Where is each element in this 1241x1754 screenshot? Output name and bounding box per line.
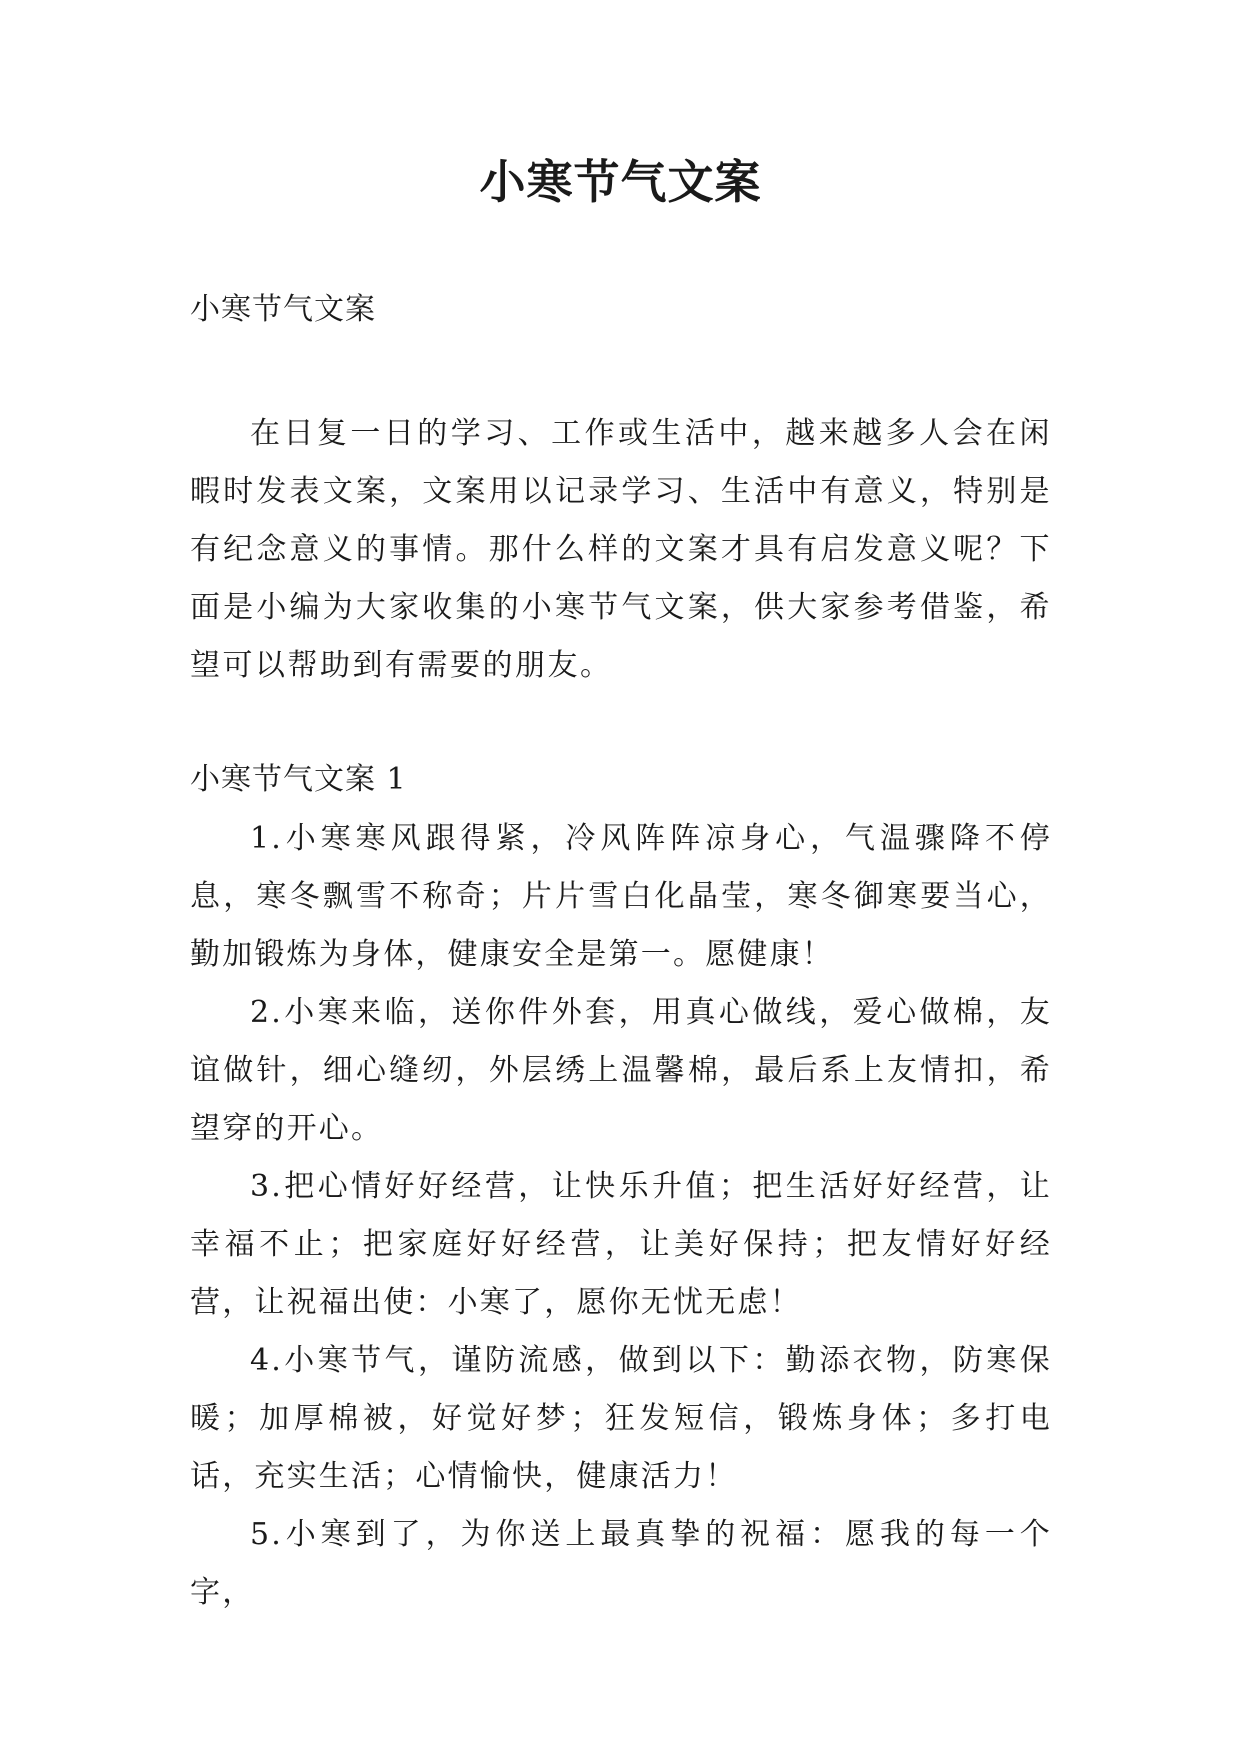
document-subtitle: 小寒节气文案 [190,292,376,327]
copy-item-1: 1.小寒寒风跟得紧，冷风阵阵凉身心，气温骤降不停息，寒冬飘雪不称奇；片片雪白化晶莹，寒冬御寒要当心，勤加锻炼为身体，健康安全是第一。愿健康！ [190,821,1052,972]
copy-list [190,810,1052,1622]
copy-item-2: 2.小寒来临，送你件外套，用真心做线，爱心做棉，友谊做针，细心缝纫，外层绣上温馨棉，最后系上友情扣，希望穿的开心。 [190,995,1052,1146]
copy-item-4: 4.小寒节气，谨防流感，做到以下：勤添衣物，防寒保暖；加厚棉被，好觉好梦；狂发短信，锻炼身体；多打电话，充实生活；心情愉快，健康活力！ [190,1343,1052,1494]
document-title: 小寒节气文案 [479,155,762,209]
section-heading: 小寒节气文案 1 [190,762,407,797]
copy-item-3: 3.把心情好好经营，让快乐升值；把生活好好经营，让幸福不止；把家庭好好经营，让美好保持；把友情好好经营，让祝福出使：小寒了，愿你无忧无虑！ [190,1169,1052,1320]
intro-paragraph: 在日复一日的学习、工作或生活中，越来越多人会在闲暇时发表文案，文案用以记录学习、生活中有意义，特别是有纪念意义的事情。那什么样的文案才具有启发意义呢？下面是小编为大家收集的小寒节气文案，供大家参考借鉴，希望可以帮助到有需要的朋友。 [190,416,1052,683]
copy-item-5: 5.小寒到了，为你送上最真挚的祝福：愿我的每一个字， [190,1517,1052,1610]
